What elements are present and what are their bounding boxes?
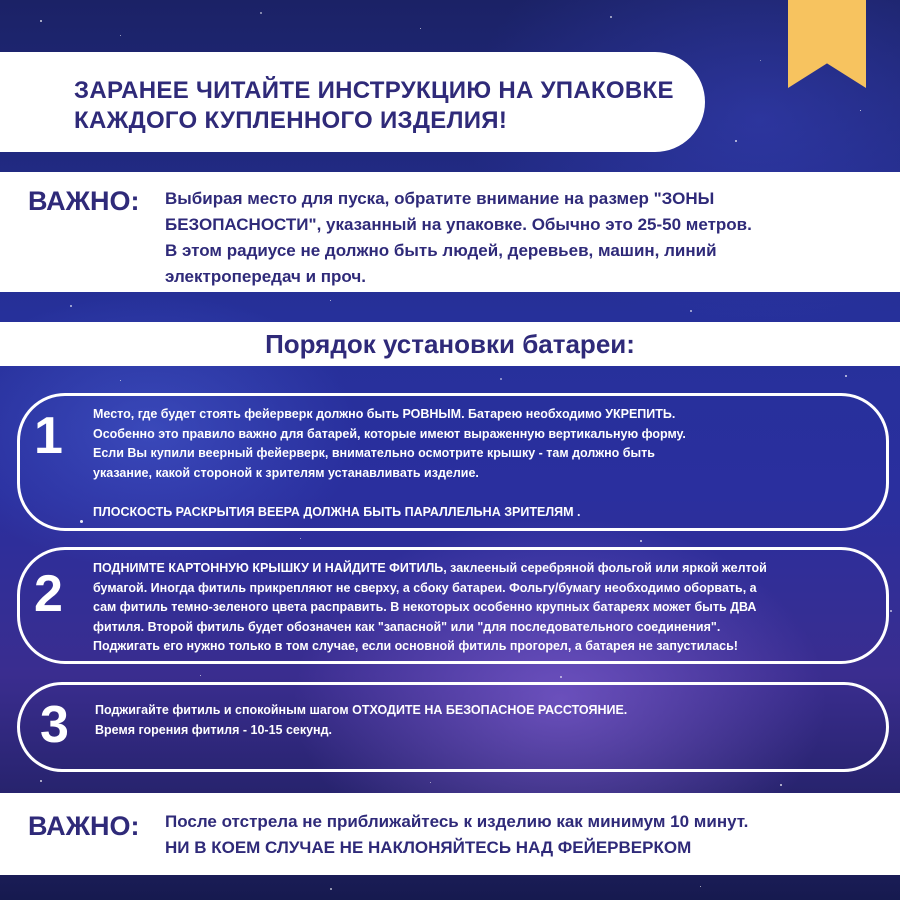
- step-text-line: Если Вы купили веерный фейерверк, внимательно осмотрите крышку - там должно быть: [93, 446, 655, 460]
- step-card-3: [17, 682, 889, 772]
- star: [610, 16, 612, 18]
- top-warning-line: ЗАРАНЕЕ ЧИТАЙТЕ ИНСТРУКЦИЮ НА УПАКОВКЕ: [74, 77, 674, 104]
- star: [420, 28, 421, 29]
- star: [120, 380, 121, 381]
- step-text-line: Поджигайте фитиль и спокойным шагом ОТХОДИТЕ НА БЕЗОПАСНОЕ РАССТОЯНИЕ.: [95, 703, 628, 717]
- important-text: [165, 186, 752, 290]
- step-number: 2: [34, 565, 63, 623]
- star: [40, 20, 42, 22]
- top-warning-banner: [0, 52, 705, 152]
- star: [780, 784, 782, 786]
- important-label: ВАЖНО:: [28, 186, 140, 216]
- step-card-2: [17, 547, 889, 664]
- step-number: 1: [34, 407, 63, 465]
- star: [700, 886, 701, 887]
- step-text-line: Место, где будет стоять фейерверк должно быть РОВНЫМ. Батарею необходимо УКРЕПИТЬ.: [93, 407, 676, 421]
- star: [735, 140, 737, 142]
- star: [890, 610, 892, 612]
- star: [640, 540, 642, 542]
- step-text-line: фитиля. Второй фитиль будет обозначен как "запасной" или "для последовательного соединения".: [93, 619, 721, 634]
- section-title-bar: [0, 322, 900, 366]
- important-text-line: Выбирая место для пуска, обратите внимание на размер "ЗОНЫ: [165, 189, 715, 208]
- important-text-line: В этом радиусе не должно быть людей, деревьев, машин, линий: [165, 241, 717, 260]
- step-text: [93, 405, 686, 522]
- star: [40, 780, 42, 782]
- step-text-line: ПОДНИМТЕ КАРТОННУЮ КРЫШКУ И НАЙДИТЕ ФИТИЛЬ, заклееный серебряной фольгой или яркой желтой: [93, 561, 767, 575]
- section-title: Порядок установки батареи:: [265, 329, 635, 359]
- step-text-spacer: [93, 483, 686, 503]
- star: [500, 378, 502, 380]
- star: [260, 12, 262, 14]
- important-text: [165, 809, 748, 861]
- star: [330, 888, 332, 890]
- step-text-line: бумагой. Иногда фитиль прикрепляют не сверху, а сбоку батареи. Фольгу/бумагу необходимо оборвать, а: [93, 580, 757, 595]
- important-notice-after: [0, 793, 900, 875]
- star: [860, 110, 861, 111]
- star: [120, 35, 121, 36]
- important-notice-zone: [0, 172, 900, 292]
- step-card-1: [17, 393, 889, 531]
- step-text-line: ПЛОСКОСТЬ РАСКРЫТИЯ ВЕЕРА ДОЛЖНА БЫТЬ ПАРАЛЛЕЛЬНА ЗРИТЕЛЯМ .: [93, 504, 581, 519]
- important-label: ВАЖНО:: [28, 811, 140, 841]
- star: [70, 305, 72, 307]
- important-text-line: электропередач и проч.: [165, 267, 366, 286]
- star: [845, 375, 847, 377]
- step-text-line: Время горения фитиля - 10-15 секунд.: [95, 722, 333, 737]
- step-text: [95, 701, 627, 740]
- star: [560, 676, 562, 678]
- step-number: 3: [40, 696, 69, 754]
- important-text-line: НИ В КОЕМ СЛУЧАЕ НЕ НАКЛОНЯЙТЕСЬ НАД ФЕЙЕРВЕРКОМ: [165, 838, 692, 857]
- star: [200, 675, 201, 676]
- star: [760, 60, 761, 61]
- top-warning-line: КАЖДОГО КУПЛЕННОГО ИЗДЕЛИЯ!: [74, 107, 508, 134]
- star: [690, 310, 692, 312]
- star: [330, 300, 331, 301]
- step-text-line: Поджигать его нужно только в том случае, если основной фитиль прогорел, а батарея не запустилась!: [93, 639, 738, 653]
- star: [430, 782, 431, 783]
- bookmark-ribbon: [788, 0, 866, 88]
- important-text-line: БЕЗОПАСНОСТИ", указанный на упаковке. Обычно это 25-50 метров.: [165, 215, 752, 234]
- step-text-line: указание, какой стороной к зрителям устанавливать изделие.: [93, 465, 479, 480]
- step-text: [93, 559, 767, 657]
- step-text-line: сам фитиль темно-зеленого цвета расправить. В некоторых особенно крупных батареях может быть ДВА: [93, 600, 757, 614]
- star: [300, 538, 301, 539]
- step-text-line: Особенно это правило важно для батарей, которые имеют выраженную вертикальную форму.: [93, 426, 686, 441]
- important-text-line: После отстрела не приближайтесь к изделию как минимум 10 минут.: [165, 812, 749, 831]
